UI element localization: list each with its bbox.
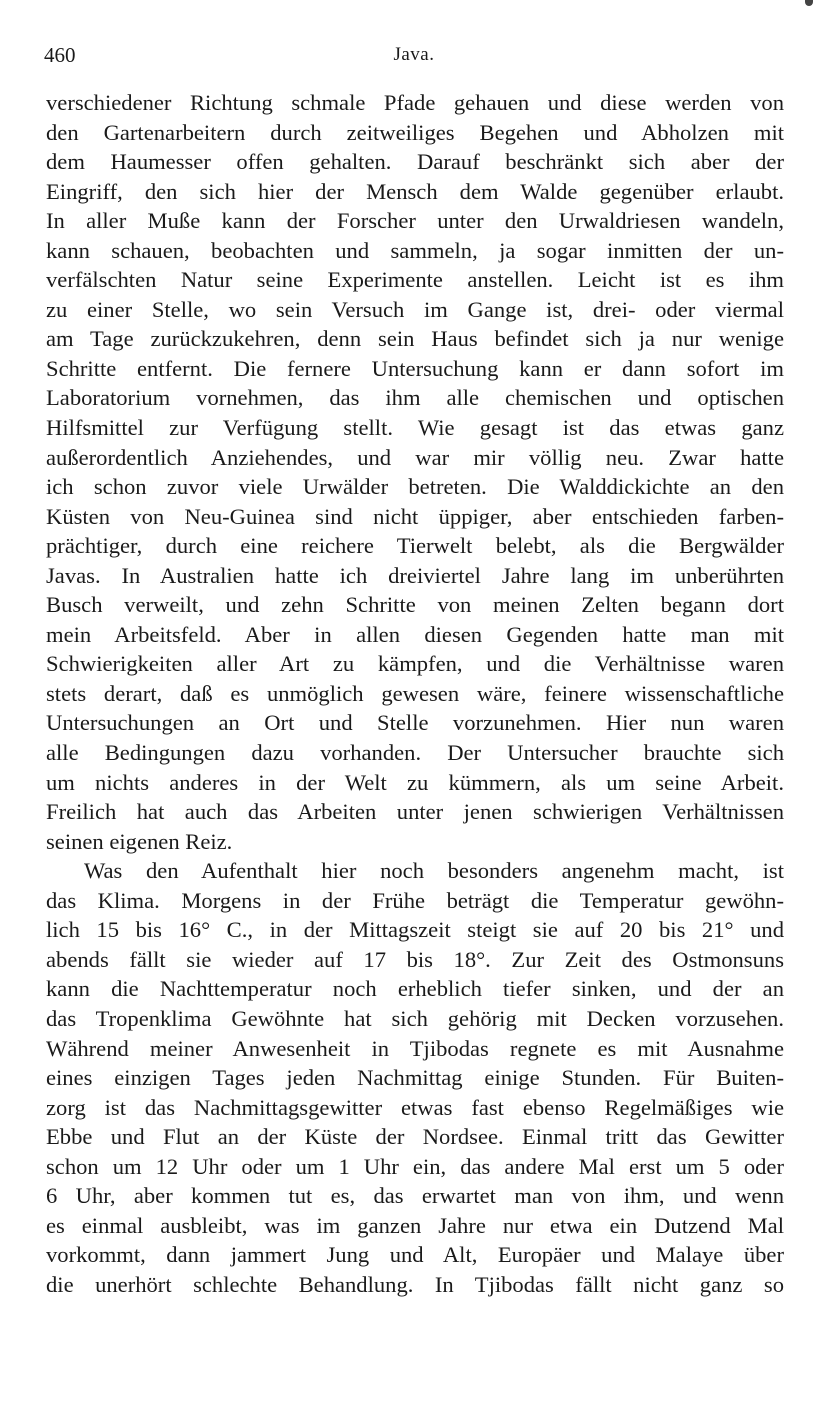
- text-line: abends fällt sie wieder auf 17 bis 18°. Zur Zeit des Ostmonsuns: [46, 946, 784, 972]
- text-line: am Tage zurückzukehren, denn sein Haus befindet sich ja nur wenige: [46, 326, 784, 352]
- text-line: stets derart, daß es unmöglich gewesen wäre, feinere wissenschaftliche: [46, 680, 784, 706]
- text-line: 6 Uhr, aber kommen tut es, das erwartet man von ihm, und wenn: [46, 1183, 784, 1209]
- text-line: die unerhört schlechte Behandlung. In Tjibodas fällt nicht ganz so: [46, 1271, 784, 1297]
- text-line: Javas. In Australien hatte ich dreiviertel Jahre lang im unberührten: [46, 562, 784, 588]
- text-line: seinen eigenen Reiz.: [46, 828, 233, 854]
- text-line: um nichts anderes in der Welt zu kümmern, als um seine Arbeit.: [46, 769, 784, 795]
- scan-mark: [805, 0, 813, 6]
- text-line: Küsten von Neu-Guinea sind nicht üppiger, aber entschieden farben-: [46, 503, 784, 529]
- text-line: Während meiner Anwesenheit in Tjibodas regnete es mit Ausnahme: [46, 1035, 784, 1061]
- text-line: es einmal ausbleibt, was im ganzen Jahre nur etwa ein Dutzend Mal: [46, 1212, 784, 1238]
- text-line: Untersuchungen an Ort und Stelle vorzunehmen. Hier nun waren: [46, 710, 784, 736]
- paragraph: [46, 88, 784, 856]
- text-line: In aller Muße kann der Forscher unter den Urwaldriesen wandeln,: [46, 208, 784, 234]
- text-line: zorg ist das Nachmittagsgewitter etwas fast ebenso Regelmäßiges wie: [46, 1094, 784, 1120]
- running-head: [44, 40, 784, 70]
- text-line: Schritte entfernt. Die fernere Untersuchung kann er dann sofort im: [46, 355, 784, 381]
- page-number: 460: [44, 43, 76, 67]
- text-line: dem Haumesser offen gehalten. Darauf beschränkt sich aber der: [46, 149, 784, 175]
- text-line: Freilich hat auch das Arbeiten unter jenen schwierigen Verhältnissen: [46, 799, 784, 825]
- paragraph: [46, 856, 784, 1299]
- text-line: kann die Nachttemperatur noch erheblich tiefer sinken, und der an: [46, 976, 784, 1002]
- text-line: außerordentlich Anziehendes, und war mir völlig neu. Zwar hatte: [46, 444, 784, 470]
- text-line: den Gartenarbeitern durch zeitweiliges Begehen und Abholzen mit: [46, 119, 784, 145]
- text-line: lich 15 bis 16° C., in der Mittagszeit steigt sie auf 20 bis 21° und: [46, 917, 784, 943]
- text-line: verschiedener Richtung schmale Pfade gehauen und diese werden von: [46, 90, 784, 115]
- text-line: vorkommt, dann jammert Jung und Alt, Europäer und Malaye über: [46, 1242, 784, 1268]
- text-line: schon um 12 Uhr oder um 1 Uhr ein, das andere Mal erst um 5 oder: [46, 1153, 784, 1179]
- text-line: prächtiger, durch eine reichere Tierwelt belebt, als die Bergwälder: [46, 533, 784, 559]
- body-text: [46, 88, 784, 1299]
- text-line: Schwierigkeiten aller Art zu kämpfen, und die Verhältnisse waren: [46, 651, 784, 677]
- text-line: alle Bedingungen dazu vorhanden. Der Untersucher brauchte sich: [46, 740, 784, 766]
- text-line: verfälschten Natur seine Experimente anstellen. Leicht ist es ihm: [46, 267, 784, 293]
- text-line: Eingriff, den sich hier der Mensch dem Walde gegenüber erlaubt.: [46, 178, 784, 204]
- text-line: Ebbe und Flut an der Küste der Nordsee. Einmal tritt das Gewitter: [46, 1124, 784, 1150]
- text-line: das Klima. Morgens in der Frühe beträgt die Temperatur gewöhn-: [46, 887, 784, 913]
- text-line: zu einer Stelle, wo sein Versuch im Gange ist, drei- oder viermal: [46, 296, 784, 322]
- text-line: Hilfsmittel zur Verfügung stellt. Wie gesagt ist das etwas ganz: [46, 415, 784, 441]
- text-line: das Tropenklima Gewöhnte hat sich gehörig mit Decken vorzusehen.: [46, 1005, 784, 1031]
- running-title: Java.: [393, 44, 435, 65]
- text-line: Busch verweilt, und zehn Schritte von meinen Zelten begann dort: [46, 592, 784, 618]
- text-line: Was den Aufenthalt hier noch besonders angenehm macht, ist: [84, 858, 784, 884]
- text-line: ich schon zuvor viele Urwälder betreten. Die Walddickichte an den: [46, 474, 784, 500]
- text-line: eines einzigen Tages jeden Nachmittag einige Stunden. Für Buiten-: [46, 1065, 784, 1091]
- text-line: Laboratorium vornehmen, das ihm alle chemischen und optischen: [46, 385, 784, 411]
- text-line: kann schauen, beobachten und sammeln, ja sogar inmitten der un-: [46, 237, 784, 263]
- text-line: mein Arbeitsfeld. Aber in allen diesen Gegenden hatte man mit: [46, 621, 784, 647]
